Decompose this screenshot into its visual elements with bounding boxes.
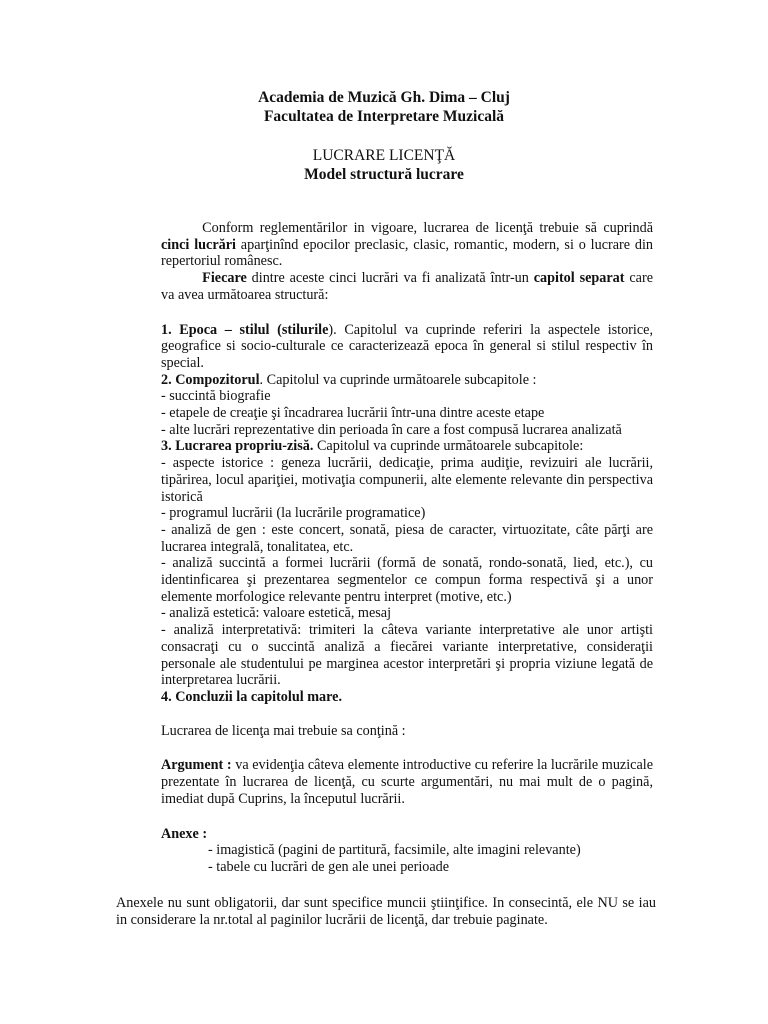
- anexe-title: Anexe :: [161, 825, 208, 842]
- list-item: - analiză interpretativă: trimiteri la câteva variante interpretative ale unor artişti consacraţi cu o succintă analiză a fiecărei variante interpretative, consideraţii personale ale studentului pe marginea acestor interpretări şi propria viziune legată de interpretarea lucrării.: [161, 622, 653, 689]
- list-item: - etapele de creaţie şi încadrarea lucrării într-una dintre aceste etape: [161, 405, 545, 422]
- intro-text: care va avea următoarea structură:: [161, 270, 653, 303]
- anexe-heading: [161, 826, 653, 843]
- list-item: - analiză de gen : este concert, sonată, piesa de caracter, virtuozitate, câte părţi are lucrarea integrală, tonalitatea, etc.: [161, 521, 653, 555]
- final-paragraph: Anexele nu sunt obligatorii, dar sunt specifice muncii ştiinţifice. In consecintă, ele NU se iau in considerare la nr.total al paginilor lucrării de licenţă, dar trebuie paginate.: [116, 895, 656, 928]
- intro-section: [161, 220, 653, 304]
- list-item: - analiză succintă a formei lucrării (formă de sonată, rondo-sonată, lied, etc.), cu identinficarea şi prezentarea segmentelor ce compun forma respectivă şi a unor elemente morfologice relevante pentru interpret (motive, etc.): [161, 555, 653, 605]
- academy-name: Academia de Muzică Gh. Dima – Cluj: [258, 89, 510, 106]
- title-sub: Model structură lucrare: [304, 166, 464, 183]
- list-item: - alte lucrări reprezentative din perioada în care a fost compusă lucrarea analizată: [161, 421, 622, 438]
- list-item: - tabele cu lucrări de gen ale unei perioade: [208, 858, 450, 875]
- structure-list: [161, 322, 653, 706]
- intro-bold: capitol separat: [533, 270, 625, 287]
- intro-paragraph-2: [161, 270, 653, 303]
- section-3: [161, 438, 653, 455]
- section-text: . Capitolul va cuprinde următoarele subcapitole :: [259, 371, 537, 388]
- institution-header: [0, 88, 768, 126]
- section-heading: 2. Compozitorul: [161, 371, 260, 388]
- document-title: [0, 146, 768, 184]
- section-text: ). Capitolul va cuprinde referiri la aspectele istorice, geografice si socio-culturale ce caracterizează epoca în general si stilul respectiv în special.: [161, 321, 653, 371]
- section-1: [161, 322, 653, 372]
- intro-bold: Fiecare: [202, 270, 247, 287]
- document-body: [161, 220, 653, 876]
- intro-text: aparţinînd epocilor preclasic, clasic, romantic, modern, si o lucrare din repertoriul românesc.: [161, 236, 653, 270]
- faculty-name: Facultatea de Interpretare Muzicală: [263, 108, 505, 125]
- list-item: - succintă biografie: [161, 388, 271, 405]
- list-item: - aspecte istorice : geneza lucrării, dedicaţie, prima audiţie, revizuiri ale lucrării, tipărirea, locul apariţiei, motivaţia compunerii, alte elemente relevante din perspectiva istorică: [161, 455, 653, 505]
- section-heading: 1. Epoca – stilul (stilurile: [161, 321, 329, 338]
- argument-text: va evidenţia câteva elemente introductive cu referire la lucrările muzicale prezentate în lucrarea de licenţă, cu scurte argumentări, nu mai mult de o pagină, imediat după Cuprins, la începutul lucrării.: [161, 757, 653, 807]
- section-4: [161, 689, 653, 706]
- intro-text: Conform reglementărilor in vigoare, lucrarea de licenţă trebuie să cuprindă: [202, 220, 653, 236]
- intro-text: dintre aceste cinci lucrări va fi analizată într-un: [246, 270, 534, 287]
- list-item: - analiză estetică: valoare estetică, mesaj: [161, 605, 392, 622]
- intro-bold: cinci lucrări: [161, 236, 236, 253]
- anexe-section: [161, 826, 653, 876]
- section-heading: 4. Concluzii la capitolul mare.: [161, 688, 343, 705]
- title-main: LUCRARE LICENŢĂ: [312, 147, 456, 164]
- lucrarea-paragraph: Lucrarea de licenţa mai trebuie sa conţină :: [161, 722, 406, 739]
- list-item: - programul lucrării (la lucrările programatice): [161, 505, 426, 522]
- argument-paragraph: [161, 757, 653, 807]
- section-heading: 3. Lucrarea propriu-zisă.: [161, 438, 314, 455]
- argument-heading: Argument :: [161, 757, 232, 774]
- section-2: [161, 372, 653, 389]
- section-text: Capitolul va cuprinde următoarele subcapitole:: [313, 438, 584, 455]
- intro-paragraph-1: [161, 220, 653, 270]
- list-item: - imagistică (pagini de partitură, facsimile, alte imagini relevante): [208, 842, 581, 859]
